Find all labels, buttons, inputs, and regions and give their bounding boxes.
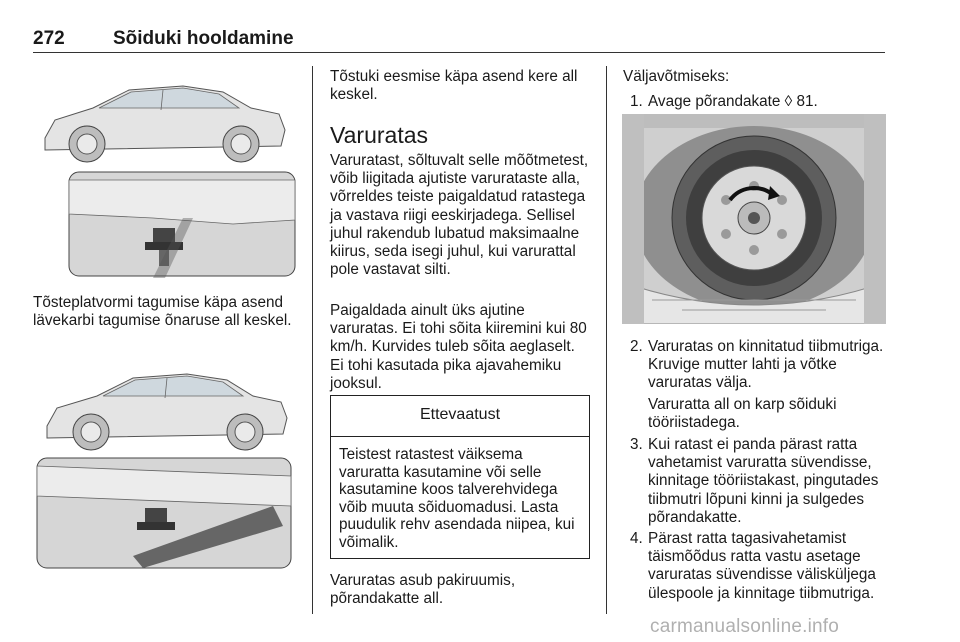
section-heading: Varuratas bbox=[330, 122, 429, 148]
spare-wheel-para1: Varuratast, sõltuvalt selle mõõtmetest, võib liigitada ajutiste varurataste alla, võrreldes teiste paigaldatud ratastega ja vastava riigi eeskirjadega. Sellisel juhul rakendub lubatud maksimaalne kiirus, seda isegi juhul, kui varurattal pole vastavat silti. bbox=[330, 152, 589, 279]
spare-wheel-illustration bbox=[622, 114, 886, 324]
step-text: Avage põrandakate ◊ 81. bbox=[648, 93, 818, 110]
step-2-note: Varuratta all on karp sõiduki tööriistadega. bbox=[648, 396, 837, 432]
step-text: Pärast ratta tagasivahetamist täismõõdus ratta vastu asetage varuratas süvendisse väliskülјega ülespoole ja kinnitage tiibmutriga. bbox=[648, 530, 876, 602]
caution-box bbox=[330, 395, 590, 559]
front-lift-point-illustration bbox=[33, 356, 295, 570]
step-number: 3. bbox=[630, 436, 643, 453]
caution-divider bbox=[331, 436, 589, 437]
spare-wheel-para2: Paigaldada ainult üks ajutine varuratas. Ei tohi sõita kiiremini kui 80 km/h. Kurvides tuleb sõita aeglaselt. Ei tohi kasutada pika ajavahemiku jooksul. bbox=[330, 302, 587, 392]
page-number: 272 bbox=[33, 28, 65, 49]
step-text: Varuratas on kinnitatud tiibmutriga. Kruvige mutter lahti ja võtke varuratas välja. bbox=[648, 338, 884, 392]
figure1-caption: Tõsteplatvormi tagumise käpa asend lävekarbi tagumise õnaruse all keskel. bbox=[33, 294, 292, 330]
step-2 bbox=[630, 338, 885, 402]
step-text: Kui ratast ei panda pärast ratta vahetamist varuratta süvendisse, kinnitage tööriistakast, pingutades tiibmutri lõpuni kinni ja sulgedes põrandakatte. bbox=[648, 436, 879, 526]
header-rule bbox=[33, 52, 885, 53]
front-lift-text: Tõstuki eesmise käpa asend kere all keskel. bbox=[330, 68, 578, 104]
rear-lift-point-illustration bbox=[33, 68, 297, 278]
removal-heading: Väljavõtmiseks: bbox=[623, 68, 730, 85]
caution-text: Teistest ratastest väiksema varuratta kasutamine või selle kasutamine koos talverehvidega võib muuta sõiduomadusi. Lasta puudulik rehv asendada niipea, kui võimalik. bbox=[339, 446, 575, 551]
step-number: 2. bbox=[630, 338, 643, 355]
chapter-title: Sõiduki hooldamine bbox=[113, 28, 294, 49]
step-number: 1. bbox=[630, 93, 643, 110]
watermark: carmanualsonline.info bbox=[650, 616, 840, 637]
step-number: 4. bbox=[630, 530, 643, 547]
caution-title: Ettevaatust bbox=[419, 406, 501, 423]
spare-wheel-location: Varuratas asub pakiruumis, põrandakatte all. bbox=[330, 572, 516, 608]
page-header bbox=[33, 28, 885, 52]
column-divider-right bbox=[606, 66, 607, 614]
column-divider-left bbox=[312, 66, 313, 614]
